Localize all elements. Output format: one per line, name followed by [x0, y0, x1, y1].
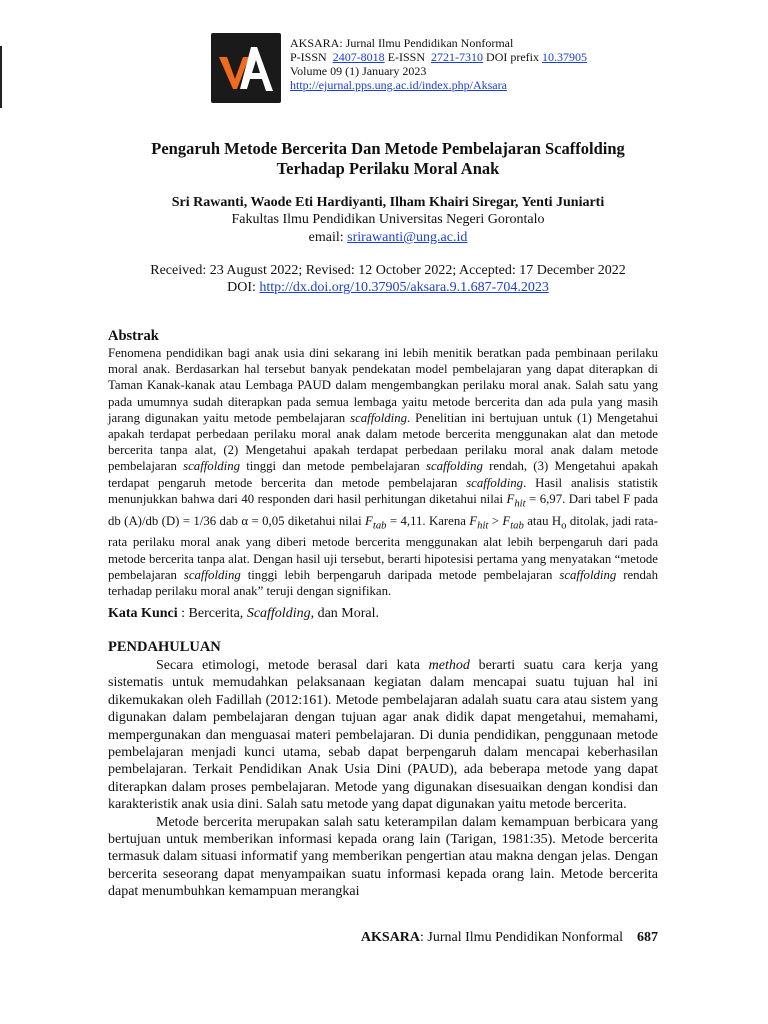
doi-link[interactable]: http://dx.doi.org/10.37905/aksara.9.1.687-704.2023	[259, 280, 549, 295]
email-line: email: srirawanti@ung.ac.id	[308, 230, 468, 245]
intro-heading: PENDAHULUAN	[108, 639, 221, 655]
doi-line: DOI: http://dx.doi.org/10.37905/aksara.9.1.687-704.2023	[227, 280, 549, 295]
journal-url-link[interactable]: http://ejurnal.pps.ung.ac.id/index.php/Aksara	[290, 78, 507, 92]
page-footer	[108, 930, 658, 946]
pissn-link[interactable]: 2407-8018	[332, 50, 385, 64]
journal-name: AKSARA: Jurnal Ilmu Pendidikan Nonformal	[290, 36, 514, 50]
issn-line: P-ISSN 2407-8018 E-ISSN 2721-7310 DOI prefix 10.37905	[290, 50, 588, 64]
journal-info-block	[290, 36, 587, 92]
page-edge-marker	[0, 46, 2, 108]
journal-logo	[211, 33, 281, 103]
intro-paragraph-2: Metode bercerita merupakan salah satu keterampilan dalam kemampuan berbicara yang bertujuan untuk memberikan informasi kepada orang lain (Tarigan, 1981:35). Metode bercerita termasuk dalam situasi informatif yang memberikan pengertian atau makna dengan jelas. Dengan bercerita seseorang dapat menyampaikan suatu informasi kepada orang lain. Metode bercerita dapat menumbuhkan kemampuan merangkai	[108, 814, 658, 900]
affiliation: Fakultas Ilmu Pendidikan Universitas Negeri Gorontalo	[231, 212, 545, 227]
dates-line: Received: 23 August 2022; Revised: 12 October 2022; Accepted: 17 December 2022	[150, 263, 626, 278]
volume-line: Volume 09 (1) January 2023	[290, 64, 427, 78]
intro-paragraph-1: Secara etimologi, metode berasal dari kata method berarti suatu cara kerja yang sistematis untuk memudahkan pelaksanaan kegiatan dalam mencapai suatu tujuan hal ini dikemukakan oleh Fadillah (2012:161). Metode pembelajaran adalah suatu cara atau sistem yang digunakan dalam pembelajaran dengan tujuan agar anak didik dapat mengetahui, memahami, mempergunakan dan menguasai materi pembelajaran. Di dunia pendidikan, penggunaan metode pembelajaran menjadi kunci utama, sebab dapat berpengaruh dalam mencapai keberhasilan pembelajaran. Terkait Pendidikan Anak Usia Dini (PAUD), ada beberapa metode yang dapat diterapkan dalam proses pembelajaran. Metode yang digunakan disesuaikan dengan kondisi dan karakteristik anak usia dini. Salah satu metode yang dapat digunakan yaitu metode bercerita.	[108, 658, 658, 813]
abstract-heading: Abstrak	[108, 328, 159, 344]
intro-body	[108, 657, 658, 901]
aksara-logo-icon	[211, 33, 281, 103]
doi-prefix-link[interactable]: 10.37905	[542, 50, 588, 64]
page-number: 687	[637, 930, 658, 945]
abstract-text: Fenomena pendidikan bagi anak usia dini sekarang ini lebih menitik beratkan pada pembinaan perilaku moral anak. Berdasarkan hal tersebut banyak pendekatan model pembelajaran yang dapat diterapkan di Taman Kanak-kanak atau Lembaga PAUD dalam mengembangkan perilaku moral anak. Salah satu yang pada umumnya sudah diterapkan pada semua lembaga yaitu metode bercerita dan ada pula yang masih jarang digunakan yaitu metode pembelajaran scaffolding. Penelitian ini bertujuan untuk (1) Mengetahui apakah terdapat perbedaan perilaku moral anak dalam metode bercerita menggunakan alat dan metode bercerita tanpa alat, (2) Mengetahui apakah terdapat perbedaan perilaku moral anak dalam metode pembelajaran scaffolding tinggi dan metode pembelajaran scaffolding rendah, (3) Mengetahui apakah terdapat pengaruh metode bercerita dan metode pembelajaran scaffolding. Hasil analisis statistik menunjukkan bahwa dari 40 responden dari hasil perhitungan diketahui nilai $F_{hit} = 6,97$. Dari tabel F pada db (A)/db (D) = 1/36 dab α = 0,05 diketahui nilai $F_{tab} = 4,11$. Karena $F_{hit} > F_{tab}$ atau $H_o$ ditolak, jadi rata-rata perilaku moral anak yang diberi metode bercerita menggunakan alat lebih berpengaruh dari pada metode bercerita tanpa alat. Dengan hasil uji tersebut, berarti hipotesisi pertama yang menyatakan “metode pembelajaran scaffolding tinggi lebih berpengaruh daripada metode pembelajaran scaffolding rendah terhadap perilaku moral anak” teruji dengan signifikan.	[108, 346, 659, 598]
article-title: Pengaruh Metode Bercerita Dan Metode Pembelajaran Scaffolding Terhadap Perilaku Moral Anak	[151, 139, 625, 178]
keywords-line: Kata Kunci : Bercerita, Scaffolding, dan Moral.	[108, 606, 380, 621]
footer-journal-bold: AKSARA	[360, 930, 421, 945]
eissn-link[interactable]: 2721-7310	[431, 50, 484, 64]
email-link[interactable]: srirawanti@ung.ac.id	[347, 230, 468, 245]
footer-journal-rest: : Jurnal Ilmu Pendidikan Nonformal	[420, 930, 623, 945]
authors-line: Sri Rawanti, Waode Eti Hardiyanti, Ilham Khairi Siregar, Yenti Juniarti	[171, 195, 605, 210]
